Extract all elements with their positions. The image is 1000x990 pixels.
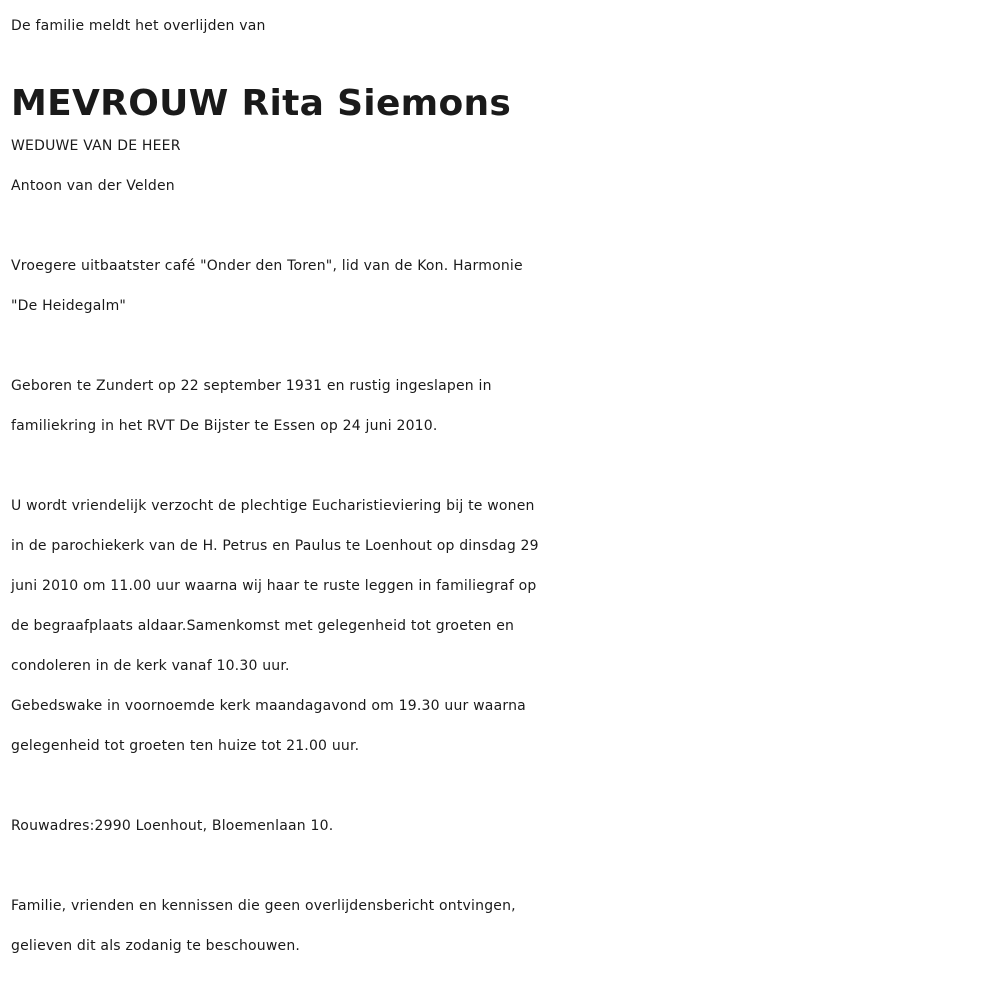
closing-paragraph	[11, 886, 990, 966]
spacer	[11, 766, 990, 806]
ceremony-line: juni 2010 om 11.00 uur waarna wij haar te ruste leggen in familiegraf op	[11, 578, 537, 594]
ceremony-line: de begraafplaats aldaar.Samenkomst met gelegenheid tot groeten en	[11, 618, 515, 634]
vigil-line: Gebedswake in voornoemde kerk maandagavond om 19.30 uur waarna	[11, 698, 526, 714]
mourning-address: Rouwadres:2990 Loenhout, Bloemenlaan 10.	[11, 818, 334, 834]
ceremony-line: condoleren in de kerk vanaf 10.30 uur.	[11, 658, 290, 674]
closing-line: gelieven dit als zodanig te beschouwen.	[11, 938, 301, 954]
spacer	[11, 206, 990, 246]
vigil-line: gelegenheid tot groeten ten huize tot 21.00 uur.	[11, 738, 360, 754]
occupation-paragraph	[11, 246, 990, 326]
occupation-line: "De Heidegalm"	[11, 298, 127, 314]
ceremony-paragraph	[11, 486, 990, 766]
widow-title: WEDUWE VAN DE HEER	[11, 138, 181, 154]
address-paragraph	[11, 806, 990, 846]
spacer	[11, 326, 990, 366]
birth-death-line: familiekring in het RVT De Bijster te Essen op 24 juni 2010.	[11, 418, 438, 434]
spouse-name: Antoon van der Velden	[11, 178, 175, 194]
closing-line: Familie, vrienden en kennissen die geen overlijdensbericht ontvingen,	[11, 898, 516, 914]
spouse-block	[11, 126, 990, 206]
spacer	[11, 446, 990, 486]
occupation-line: Vroegere uitbaatster café "Onder den Toren", lid van de Kon. Harmonie	[11, 258, 523, 274]
spacer	[11, 846, 990, 886]
ceremony-line: in de parochiekerk van de H. Petrus en Paulus te Loenhout op dinsdag 29	[11, 538, 539, 554]
birth-death-line: Geboren te Zundert op 22 september 1931 en rustig ingeslapen in	[11, 378, 492, 394]
deceased-name: MEVROUW Rita Siemons	[11, 83, 512, 124]
birth-death-paragraph	[11, 366, 990, 446]
ceremony-line: U wordt vriendelijk verzocht de plechtige Eucharistieviering bij te wonen	[11, 498, 535, 514]
intro-text: De familie meldt het overlijden van	[11, 18, 266, 34]
